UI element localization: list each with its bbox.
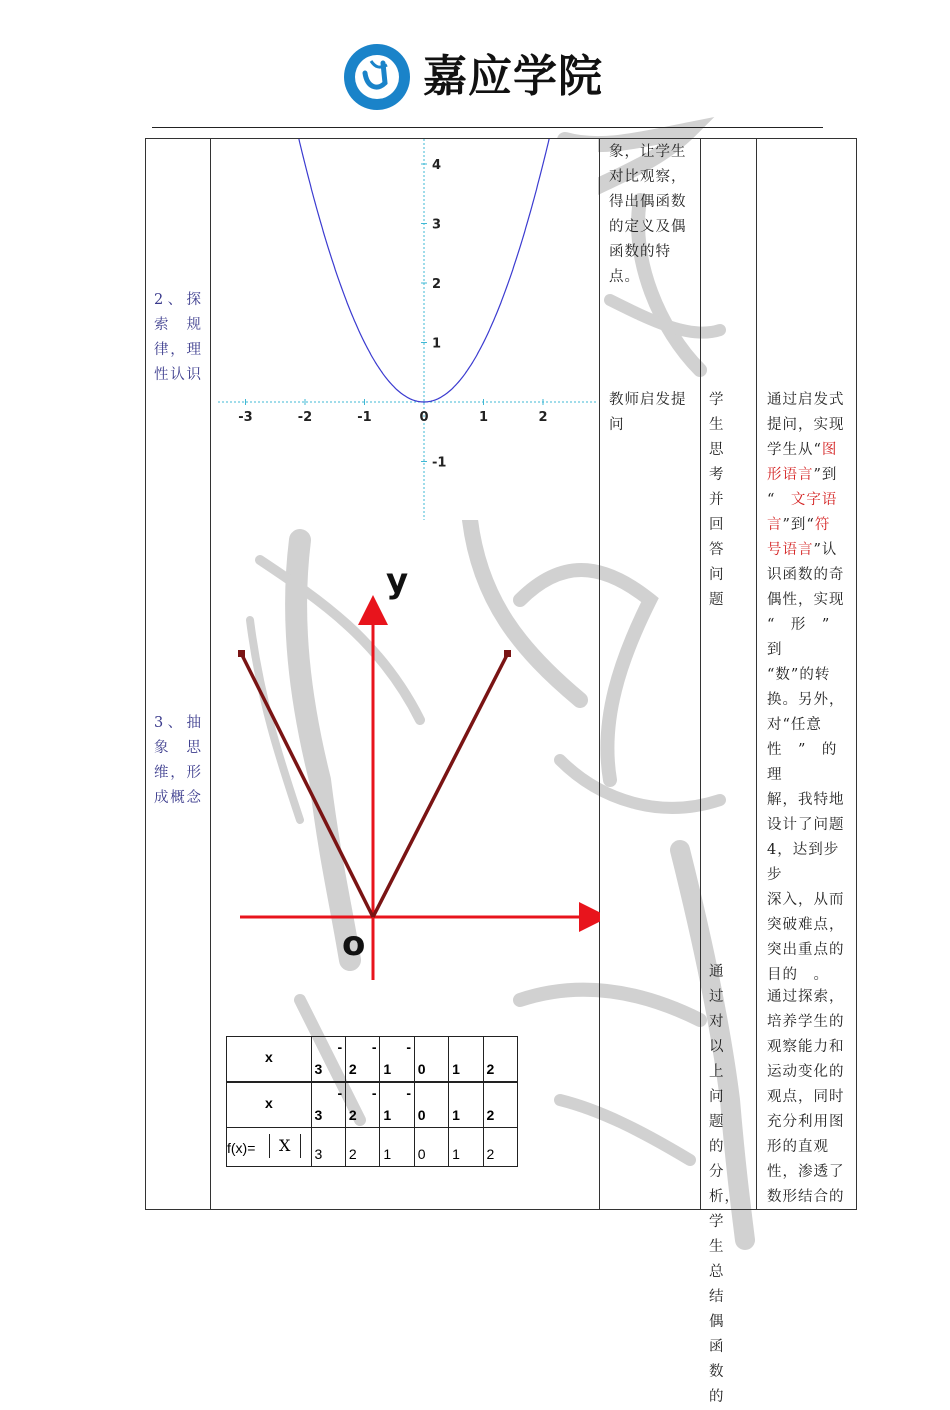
abs-symbol: X (279, 1136, 291, 1155)
x-header: x (265, 1049, 273, 1065)
x-tick-label: 1 (478, 410, 489, 425)
table-divider-stage (210, 138, 211, 1210)
design-intent-text: 通过启发式 提问，实现 学生从“图 形语言”到 “ 文字语 言”到“符 号语言”认 识函数的奇 偶性，实现 “ 形 ” 到 “数”的转 换。另外， 对“任意 性 ” 的理 解，我特地 设计了问题 4，达到步步 深入，从而 突破难点， 突出重点的 目的 。 (767, 392, 846, 983)
value-table (226, 1036, 518, 1167)
y-tick-label: 2 (432, 277, 442, 292)
teacher-observe-text: 象，让学生 对比观察， 得出偶函数 的定义及偶 函数的特 点。 (609, 144, 687, 285)
stage-abstract: 3、抽 象 思 维，形 成概念 (154, 715, 202, 806)
origin-label: o (342, 924, 366, 964)
abs-left-endpoint (238, 650, 245, 657)
table-divider-student (756, 138, 757, 1210)
table-row: x - 3 - 2 - 1 0 1 2 (227, 1082, 518, 1128)
fx-label: f(x)= (227, 1140, 256, 1156)
abs-value-graph (220, 530, 600, 990)
table-row: x - 3 - 2 - 1 0 1 2 (227, 1037, 518, 1083)
university-logo (343, 43, 411, 111)
student-summary-text: 通 过 对 以 上 问 题 的 分 析， 学 生 总 结 偶 函 数 的 (709, 964, 740, 1405)
x-tick-label: -3 (238, 410, 253, 425)
x-tick-label: 2 (538, 410, 548, 425)
header-divider (152, 127, 823, 128)
parabola-graph (218, 139, 598, 520)
abs-right-endpoint (504, 650, 511, 657)
table-divider-teacher (700, 138, 701, 1210)
teacher-prompt-text: 教师启发提 问 (609, 392, 687, 433)
table-bottom-border (145, 1209, 857, 1210)
x-tick-label: 0 (419, 410, 429, 425)
y-tick-label: 4 (432, 158, 442, 173)
student-answer-text: 学 生 思 考 并 回 答 问 题 (709, 392, 740, 608)
x-tick-label: -2 (297, 410, 313, 425)
university-name: 嘉应学院 (423, 51, 603, 102)
abs-right-branch (373, 655, 507, 917)
y-tick-label: 3 (432, 217, 442, 233)
abs-left-branch (242, 655, 373, 917)
table-border-left (145, 138, 146, 1210)
table-row: f(x)= X 3 2 1 0 1 2 (227, 1128, 518, 1167)
table-border-right (856, 138, 857, 1210)
y-tick-label: -1 (432, 455, 447, 471)
x-header-2: x (265, 1095, 273, 1111)
y-axis-label: y (386, 561, 409, 601)
stage-explore: 2、探 索 规 律，理 性认识 (154, 292, 202, 383)
x-tick-label: -1 (357, 410, 372, 425)
y-tick-label: 1 (432, 336, 442, 352)
design-intent-text-2: 通过探索， 培养学生的 观察能力和 运动变化的 观点，同时 充分利用图 形的直观 性，渗透了 数形结合的 (767, 989, 845, 1205)
